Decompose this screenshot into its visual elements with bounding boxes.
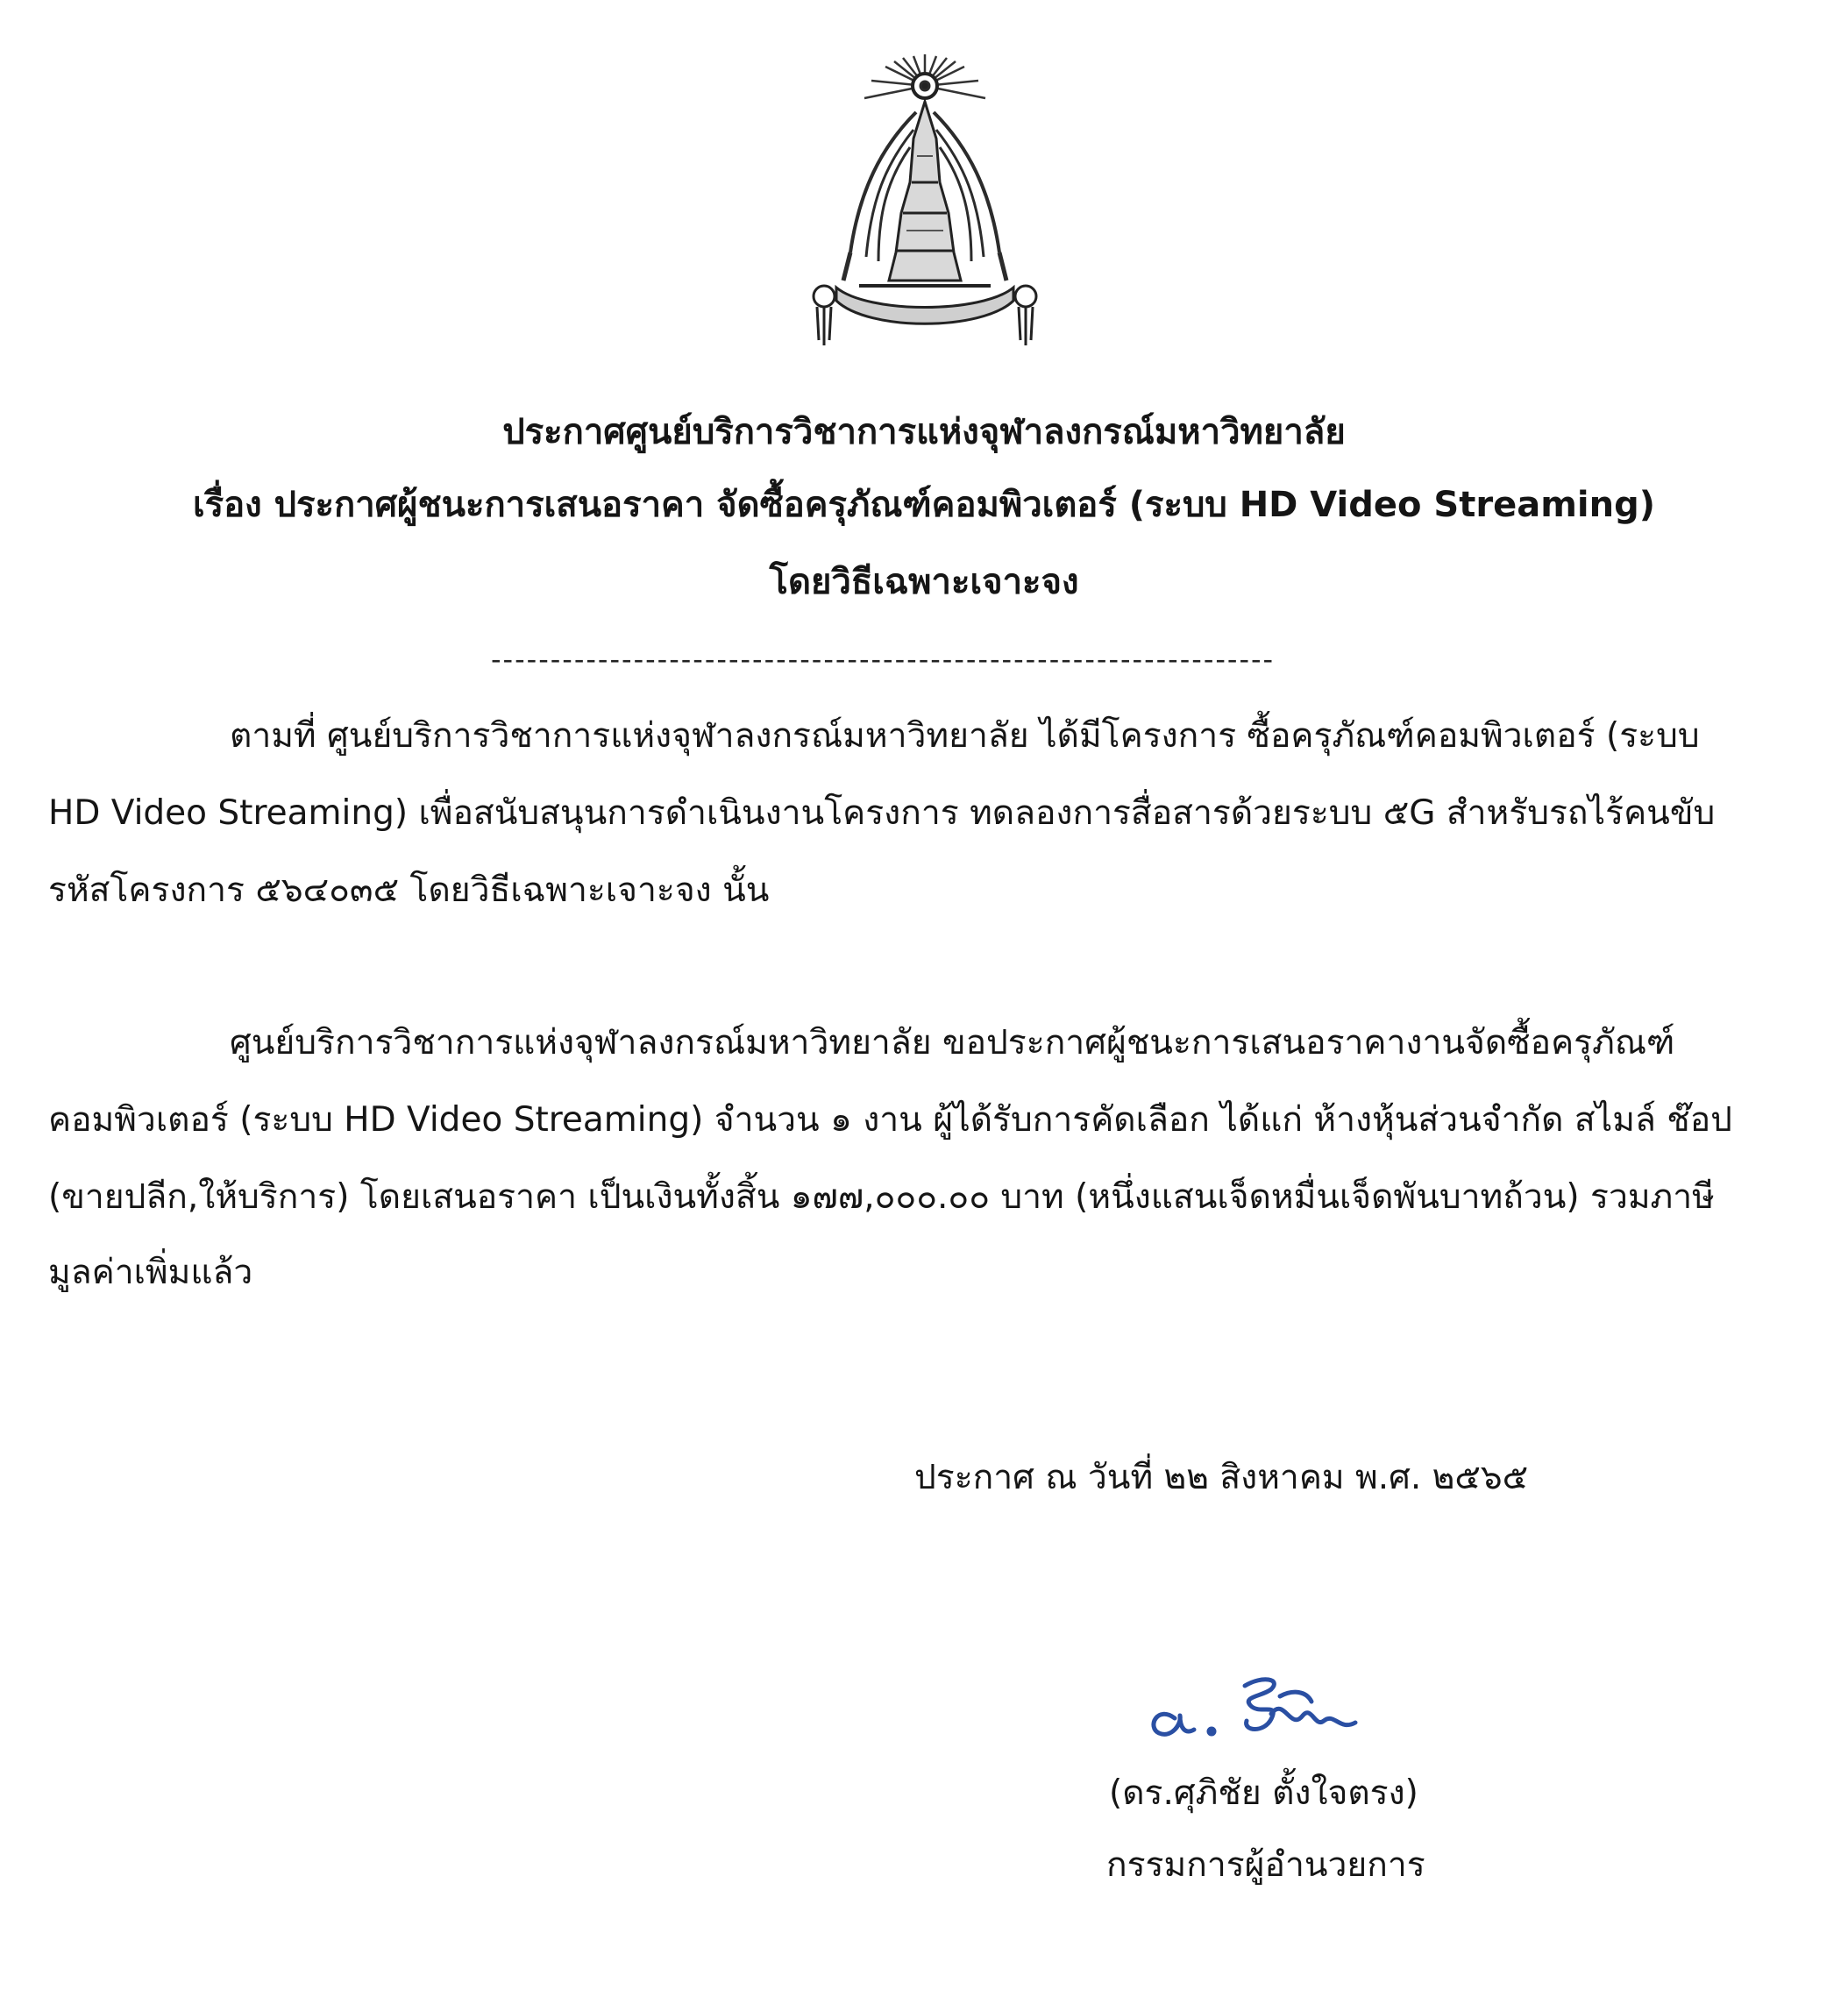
title-divider: ------------------------------------------------------------------ <box>491 643 1276 676</box>
phra-kieo-emblem-icon <box>798 51 1052 384</box>
paragraph-1-line-2: HD Video Streaming) เพื่อสนับสนุนการดำเนินงานโครงการ ทดลองการสื่อสารด้วยระบบ ๕G สำหรับรถไร้คนขับ <box>48 793 1716 833</box>
signature-icon <box>1140 1670 1403 1749</box>
paragraph-2-line-4: มูลค่าเพิ่มแล้ว <box>48 1253 253 1292</box>
paragraph-1-line-1: ตามที่ ศูนย์บริการวิชาการแห่งจุฬาลงกรณ์มหาวิทยาลัย ได้มีโครงการ ซื้อครุภัณฑ์คอมพิวเตอร์ (ระบบ <box>230 716 1700 756</box>
signer-name: (ดร.ศุภิชัย ตั้งใจตรง) <box>1109 1773 1418 1813</box>
signer-title: กรรมการผู้อำนวยการ <box>1106 1845 1425 1885</box>
announcement-date: ประกาศ ณ วันที่ ๒๒ สิงหาคม พ.ศ. ๒๕๖๕ <box>914 1458 1529 1497</box>
paragraph-2-line-3: (ขายปลีก,ให้บริการ) โดยเสนอราคา เป็นเงินทั้งสิ้น ๑๗๗,๐๐๐.๐๐ บาท (หนึ่งแสนเจ็ดหมื่นเจ็ดพันบาทถ้วน) รวมภาษี <box>48 1177 1715 1217</box>
paragraph-1-line-3: รหัสโครงการ ๕๖๔๐๓๕ โดยวิธีเฉพาะเจาะจง นั้น <box>48 871 770 910</box>
paragraph-2-line-1: ศูนย์บริการวิชาการแห่งจุฬาลงกรณ์มหาวิทยาลัย ขอประกาศผู้ชนะการเสนอราคางานจัดซื้อครุภัณฑ์ <box>230 1023 1675 1062</box>
announcement-method: โดยวิธีเฉพาะเจาะจง <box>769 562 1079 602</box>
announcement-title: ประกาศศูนย์บริการวิชาการแห่งจุฬาลงกรณ์มหาวิทยาลัย <box>502 412 1346 452</box>
paragraph-2-line-2: คอมพิวเตอร์ (ระบบ HD Video Streaming) จำนวน ๑ งาน ผู้ได้รับการคัดเลือก ได้แก่ ห้างหุ้นส่วนจำกัด สไมล์ ช๊อป <box>48 1100 1732 1140</box>
announcement-subject: เรื่อง ประกาศผู้ชนะการเสนอราคา จัดซื้อครุภัณฑ์คอมพิวเตอร์ (ระบบ HD Video Streaming) <box>192 485 1655 525</box>
